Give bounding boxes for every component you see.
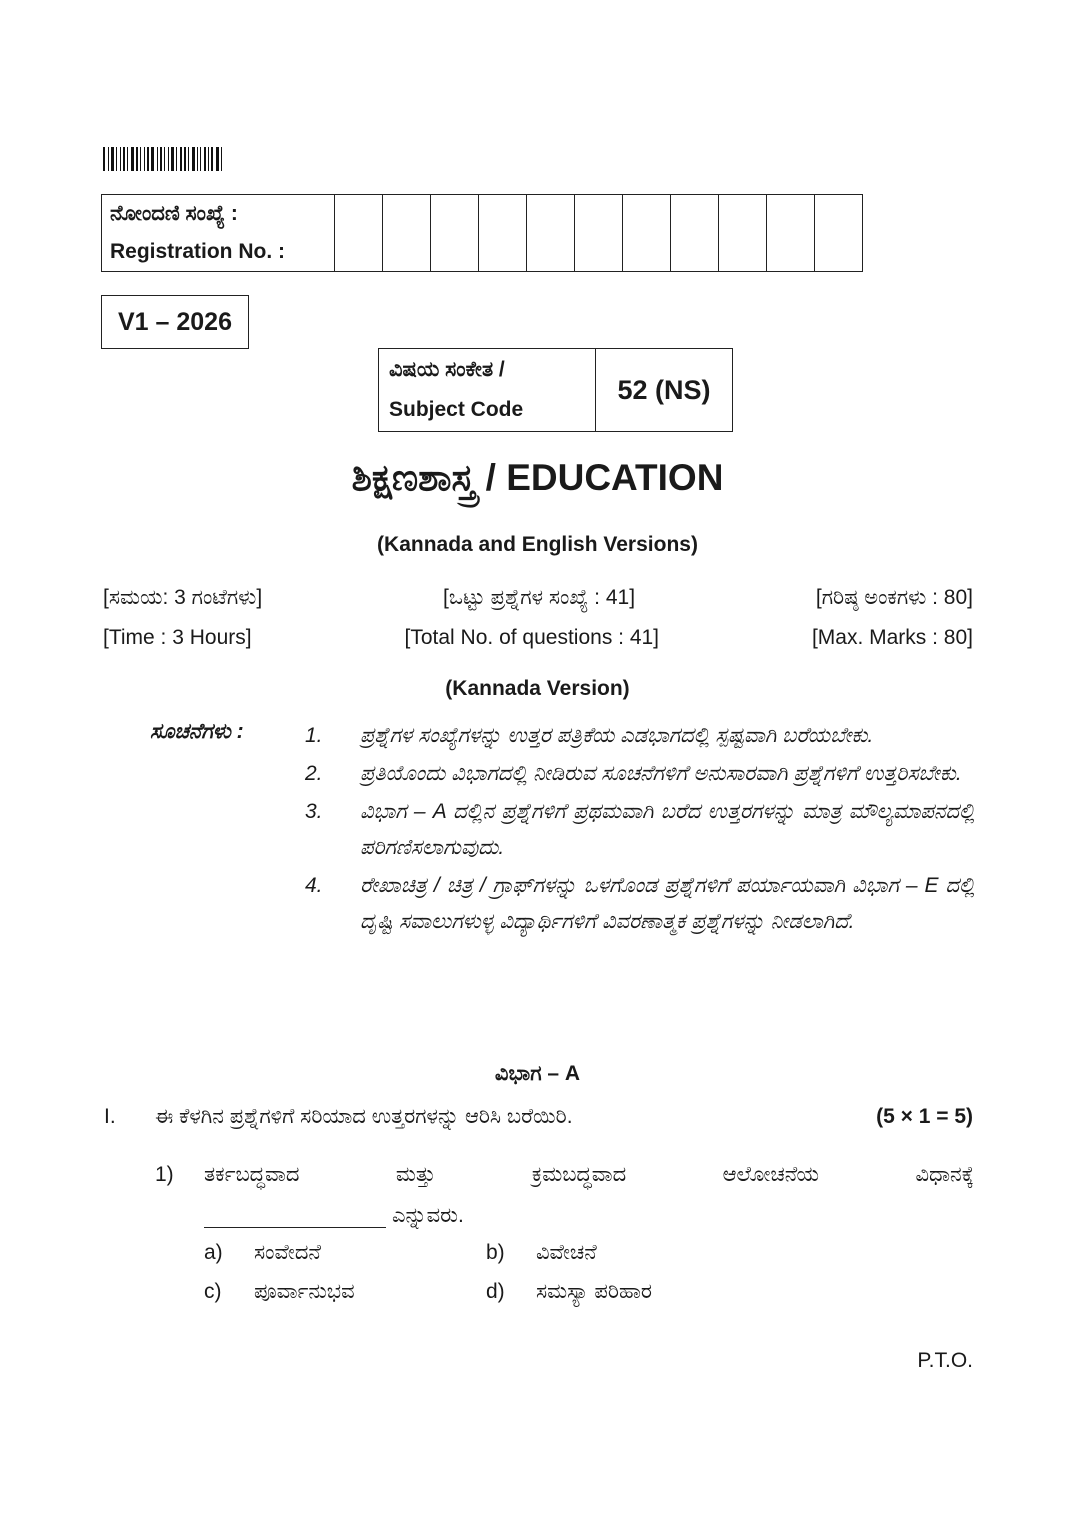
barcode-bar [120,147,121,171]
registration-box[interactable] [335,195,383,272]
registration-box[interactable] [575,195,623,272]
option-text: ಸಮಸ್ಯಾ ಪರಿಹಾರ [536,1280,653,1303]
page-turn-over: P.T.O. [917,1349,973,1372]
barcode-bar [160,147,162,171]
registration-box[interactable] [527,195,575,272]
option-text: ಸಂವೇದನೆ [254,1241,321,1264]
barcode-bar [131,147,134,171]
option-label: a) [204,1241,223,1264]
barcode-bar [127,147,128,171]
registration-box[interactable] [767,195,815,272]
version-code-box: V1 – 2026 [101,295,249,349]
barcode-bar [147,147,149,171]
question-group-instruction: ಈ ಕೆಳಗಿನ ಪ್ರಶ್ನೆಗಳಿಗೆ ಸರಿಯಾದ ಉತ್ತರಗಳನ್ನು ಆರಿಸಿ ಬರೆಯಿರಿ. [155,1105,573,1128]
registration-label-english: Registration No. : [110,240,286,263]
instructions-list [305,718,975,942]
questions-english: [Total No. of questions : 41] [404,626,660,649]
instruction-number: 3. [305,800,323,823]
instruction-number: 2. [305,762,323,785]
barcode-bar [171,147,174,171]
time-kannada: [ಸಮಯ: 3 ಗಂಟೆಗಳು] [103,586,263,609]
question-continuation [204,1204,464,1228]
registration-box[interactable] [383,195,431,272]
instruction-item [305,718,975,754]
barcode-bar [111,147,114,171]
barcode-bar [204,147,206,171]
registration-box[interactable] [815,195,863,272]
questions-kannada: [ಒಟ್ಟು ಪ್ರಶ್ನೆಗಳ ಸಂಖ್ಯೆ : 41] [443,586,636,609]
barcode-bar [176,147,177,171]
barcode-bar [123,147,125,171]
option-d[interactable] [486,1280,652,1304]
time-english: [Time : 3 Hours] [103,626,252,649]
barcode [103,147,247,171]
registration-box[interactable] [431,195,479,272]
registration-box[interactable] [623,195,671,272]
barcode-bar [180,147,182,171]
exam-meta-kannada [103,586,973,610]
option-text: ವಿವೇಚನೆ [536,1241,597,1264]
question-group-marks: (5 × 1 = 5) [876,1105,973,1128]
registration-box[interactable] [671,195,719,272]
barcode-bar [184,147,186,171]
subject-code-label [379,349,596,432]
subject-code-table [378,348,733,432]
barcode-bar [192,147,195,171]
option-text: ಪೂರ್ವಾನುಭವ [254,1280,355,1303]
instruction-number: 4. [305,874,323,897]
instruction-item [305,756,975,792]
barcode-bar [208,147,209,171]
barcode-bar [216,147,219,171]
question-suffix: ಎನ್ನುವರು. [392,1204,464,1227]
instruction-item [305,794,975,866]
instruction-text: ರೇಖಾಚಿತ್ರ / ಚಿತ್ರ / ಗ್ರಾಫ್‌ಗಳನ್ನು ಒಳಗೊಂಡ ಪ್ರಶ್ನೆಗಳಿಗೆ ಪರ್ಯಾಯವಾಗಿ ವಿಭಾಗ – E ದಲ್ಲಿ ದೃಷ್ಟಿ ಸವಾಲುಗಳುಳ್ಳ ವಿದ್ಯಾರ್ಥಿಗಳಿಗೆ ವಿವರಣಾತ್ಮಕ ಪ್ರಶ್ನೆಗಳನ್ನು ನೀಡಲಾಗಿದೆ. [360,874,975,933]
marks-kannada: [ಗರಿಷ್ಠ ಅಂಕಗಳು : 80] [815,586,973,609]
option-label: c) [204,1280,222,1303]
barcode-bar [151,147,154,171]
subject-code-label-english: Subject Code [389,398,524,421]
barcode-bar [168,147,169,171]
version-heading: (Kannada Version) [445,677,630,700]
barcode-bar [144,147,145,171]
option-a[interactable] [204,1241,321,1265]
page-subtitle: (Kannada and English Versions) [377,533,698,556]
barcode-bar [140,147,141,171]
option-label: b) [486,1241,505,1264]
barcode-bar [221,147,222,171]
registration-box[interactable] [479,195,527,272]
registration-label-kannada: ನೋಂದಣಿ ಸಂಖ್ಯೆ : [110,202,238,225]
barcode-bar [188,147,189,171]
registration-label [102,195,335,272]
registration-table [101,194,863,272]
barcode-bar [164,147,165,171]
barcode-bar [200,147,201,171]
page-title: ಶಿಕ್ಷಣಶಾಸ್ತ್ರ / EDUCATION [351,457,724,498]
option-c[interactable] [204,1280,355,1304]
subject-code-value: 52 (NS) [596,349,733,432]
barcode-bar [136,147,138,171]
option-b[interactable] [486,1241,597,1265]
instruction-number: 1. [305,724,323,747]
instruction-item [305,868,975,940]
registration-box[interactable] [719,195,767,272]
question-text: ತರ್ಕಬದ್ಧವಾದ ಮತ್ತು ಕ್ರಮಬದ್ಧವಾದ ಆಲೋಚನೆಯ ವಿಧಾನಕ್ಕೆ [204,1163,974,1186]
question-group-number: I. [104,1105,116,1128]
instruction-text: ಪ್ರತಿಯೊಂದು ವಿಭಾಗದಲ್ಲಿ ನೀಡಿರುವ ಸೂಚನೆಗಳಿಗೆ ಅನುಸಾರವಾಗಿ ಪ್ರಶ್ನೆಗಳಿಗೆ ಉತ್ತರಿಸಬೇಕು. [360,762,962,785]
subject-code-label-kannada: ವಿಷಯ ಸಂಕೇತ / [389,358,505,381]
barcode-bar [211,147,213,171]
instruction-text: ವಿಭಾಗ – A ದಲ್ಲಿನ ಪ್ರಶ್ನೆಗಳಿಗೆ ಪ್ರಥಮವಾಗಿ ಬರೆದ ಉತ್ತರಗಳನ್ನು ಮಾತ್ರ ಮೌಲ್ಯಮಾಪನದಲ್ಲಿ ಪರಿಗಣಿಸಲಾಗುವುದು. [360,800,975,859]
question-number: 1) [155,1163,174,1186]
barcode-bar [157,147,158,171]
barcode-bar [116,147,117,171]
instructions-heading: ಸೂಚನೆಗಳು : [150,720,244,743]
barcode-bar [108,147,109,171]
barcode-bar [103,147,105,171]
option-label: d) [486,1280,505,1303]
barcode-bar [197,147,198,171]
marks-english: [Max. Marks : 80] [811,626,973,649]
answer-blank[interactable] [204,1205,386,1228]
section-heading: ವಿಭಾಗ – A [494,1062,581,1085]
exam-meta-english [103,626,973,650]
instruction-text: ಪ್ರಶ್ನೆಗಳ ಸಂಖ್ಯೆಗಳನ್ನು ಉತ್ತರ ಪತ್ರಿಕೆಯ ಎಡಭಾಗದಲ್ಲಿ ಸ್ಪಷ್ಟವಾಗಿ ಬರೆಯಬೇಕು. [360,724,874,747]
